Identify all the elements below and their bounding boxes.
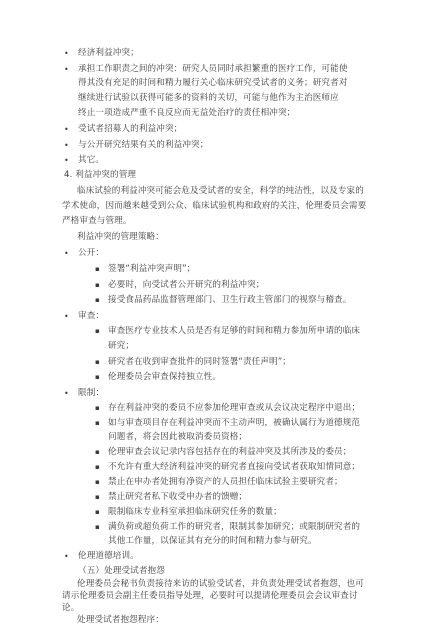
square-marker: ▪ — [95, 358, 100, 366]
strategy-item: 禁止研究者私下收受申办者的馈赠； — [108, 492, 248, 502]
strategy-item: 不允许有重大经济利益冲突的研究者直接向受试者获取知情同意； — [108, 462, 361, 472]
square-marker: ▪ — [95, 448, 100, 456]
bullet-marker: • — [64, 125, 69, 134]
subheading: 利益冲突的管理策略： — [77, 232, 164, 242]
bullet-marker: • — [64, 389, 69, 398]
square-marker: ▪ — [95, 296, 100, 304]
text-line: 问题者，将会因此被取消委员资格； — [108, 432, 248, 442]
strategy-item: 接受食品药品监督管理部门、卫生行政主管部门的视察与稽查。 — [108, 295, 352, 305]
strategy-item: 限制临床专业科室承担临床研究任务的数量； — [108, 507, 282, 517]
strategy-item: 研究者在收到审查批件的同时签署“责任声明”； — [108, 357, 291, 367]
paragraph-line: 论。 — [62, 603, 80, 613]
text-line: 其他工作量，以保证其有充分的时间和精力参与研究。 — [108, 536, 317, 546]
square-marker: ▪ — [95, 327, 100, 335]
strategy-heading: 伦理道德培训。 — [78, 551, 139, 561]
paragraph-line: 伦理委员会秘书负责接待来访的试验受试者，并负责处理受试者抱怨，也可 — [77, 579, 364, 589]
square-marker: ▪ — [95, 508, 100, 516]
section-heading: 4. 利益冲突的管理 — [64, 170, 137, 180]
text-line: 得其没有充足的时间和精力履行关心临床研究受试者的义务；研究者对 — [78, 78, 348, 88]
strategy-item: 如与审查项目存在利益冲突而不主动声明，被确认属行为道德规范 — [108, 418, 361, 428]
strategy-item: 伦理委员会审查保持独立性。 — [108, 372, 222, 382]
strategy-item: 禁止在申办者处拥有净资产的人员担任临床试验主要研究者； — [108, 477, 343, 487]
square-marker: ▪ — [95, 523, 100, 531]
bullet-marker: • — [64, 552, 69, 561]
text-line: 继续进行试验以获得可能多的资料的关切，可能与他作为主治医师应 — [78, 93, 339, 103]
conflict-type-item: 承担工作职责之间的冲突：研究人员同时承担繁重的医疗工作，可能使 — [78, 64, 348, 74]
conflict-type-item: 其它。 — [78, 155, 105, 165]
square-marker: ▪ — [95, 493, 100, 501]
bullet-marker: • — [64, 141, 69, 150]
paragraph-line: 处理受试者抱怨程序： — [77, 615, 164, 625]
square-marker: ▪ — [95, 404, 100, 412]
strategy-item: 签署“利益冲突声明”； — [108, 264, 196, 274]
conflict-type-item: 受试者招募人的利益冲突； — [78, 124, 183, 134]
strategy-item: 存在利益冲突的委员不应参加伦理审查或从会议决定程序中退出； — [108, 403, 361, 413]
bullet-marker: • — [64, 156, 69, 165]
strategy-item: 伦理审查会议记录内容包括存在的利益冲突及其所涉及的委员； — [108, 447, 352, 457]
section-heading: （五）处理受试者抱怨 — [78, 566, 165, 576]
paragraph-line: 严格审查与管理。 — [62, 216, 132, 226]
square-marker: ▪ — [95, 265, 100, 273]
bullet-marker: • — [64, 65, 69, 74]
conflict-type-item: 经济利益冲突； — [78, 48, 139, 58]
square-marker: ▪ — [95, 463, 100, 471]
square-marker: ▪ — [95, 478, 100, 486]
square-marker: ▪ — [95, 373, 100, 381]
text-line: 终止一项造成严重不良反应而无益处治疗的责任相冲突； — [78, 108, 296, 118]
bullet-marker: • — [64, 249, 69, 258]
strategy-item: 必要时，向受试者公开研究的利益冲突； — [108, 280, 265, 290]
paragraph-line: 学术使命，因而越来越受到公众、临床试验机构和政府的关注，伦理委员会需要 — [62, 201, 367, 211]
strategy-item: 满负荷或超负荷工作的研究者，限制其参加研究；或限制研究者的 — [108, 522, 361, 532]
bullet-marker: • — [64, 312, 69, 321]
text-line: 研究； — [108, 341, 135, 351]
square-marker: ▪ — [95, 419, 100, 427]
strategy-item: 审查医疗专业技术人员是否有足够的时间和精力参加所申请的临床 — [108, 326, 361, 336]
bullet-marker: • — [64, 49, 69, 58]
paragraph-line: 临床试验的利益冲突可能会危及受试者的安全，科学的纯洁性，以及专家的 — [77, 186, 364, 196]
paragraph-line: 请示伦理委员会副主任委员指导处理，必要时可以提请伦理委员会会议审查讨 — [62, 591, 358, 601]
square-marker: ▪ — [95, 281, 100, 289]
conflict-type-item: 与公开研究结果有关的利益冲突； — [78, 140, 209, 150]
strategy-heading: 审查： — [78, 311, 105, 321]
strategy-heading: 限制： — [78, 388, 105, 398]
strategy-heading: 公开： — [78, 248, 105, 258]
